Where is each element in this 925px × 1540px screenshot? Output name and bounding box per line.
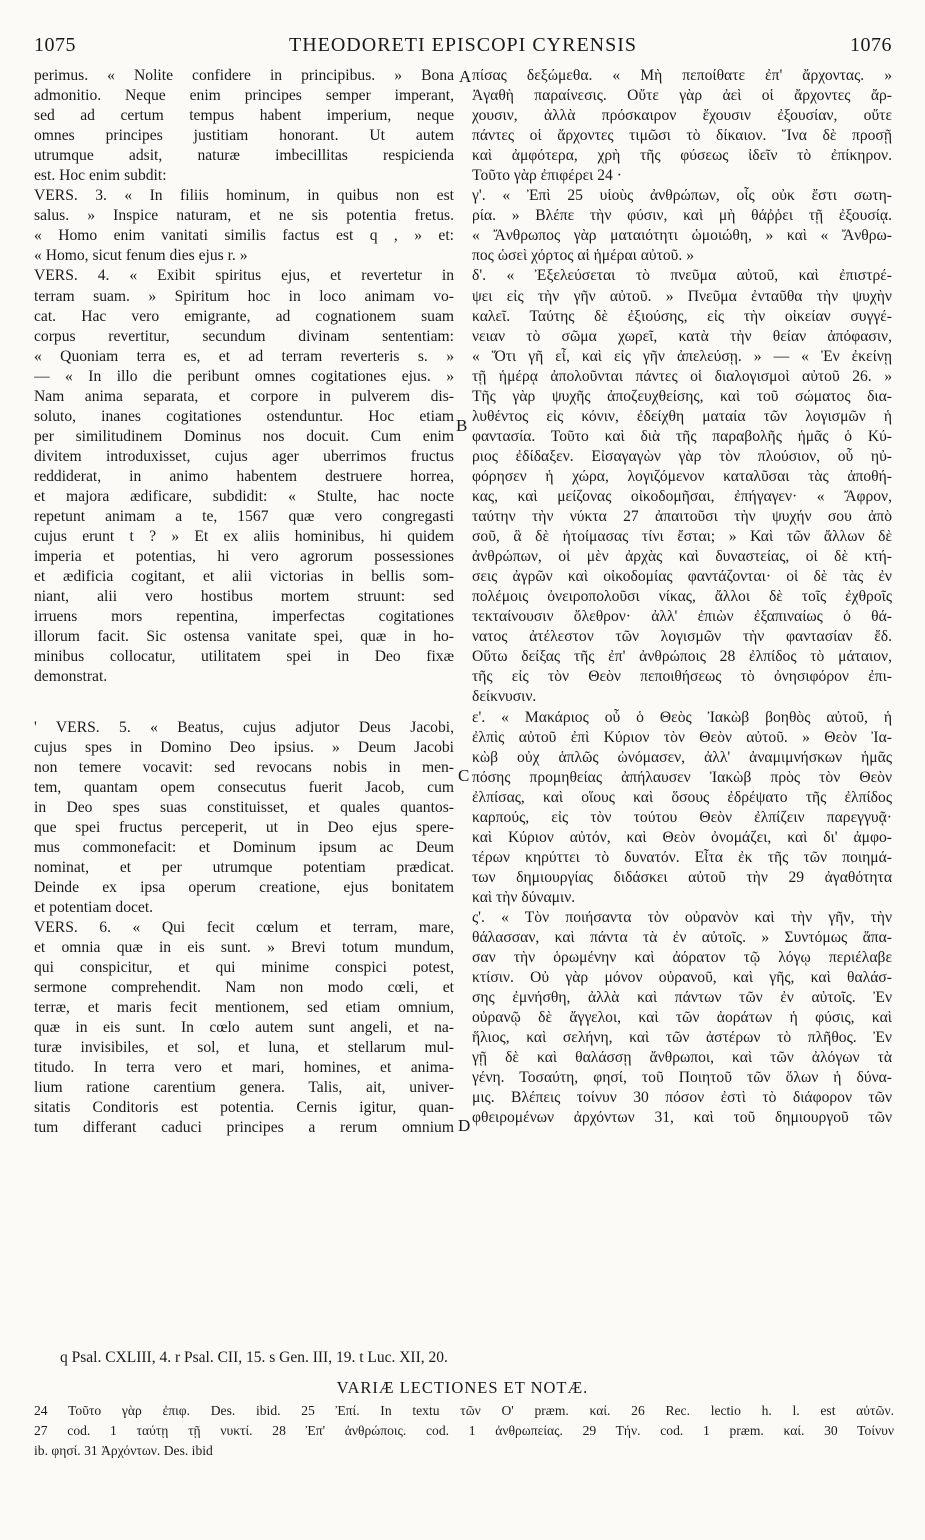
text-line: est. Hoc enim subdit: <box>34 167 167 185</box>
text-line: θάλασσαν, καὶ πάντα τὰ ἐν αὐτοῖς. » Συντόμως ἅπα- <box>472 929 892 947</box>
text-line: γῇ δὲ καὶ θαλάσσῃ ἄνθρωποι, καὶ τῶν ἀλόγων τὰ <box>472 1049 892 1067</box>
text-line: Ἀγαθὴ παραίνεσις. Οὔτε γὰρ ἀεὶ οἱ ἄρχοντες ἄρ- <box>472 87 892 105</box>
text-line: σεις ἀγρῶν καὶ οἰκοδομίας φαντάζονται· οἱ δὲ τὰς ἐν <box>472 568 892 586</box>
text-line: illorum facit. Sic ostensa vanitate spei, quæ in ho- <box>34 628 454 646</box>
text-line: salus. » Inspice naturam, et ne sis potentia fretus. <box>34 207 454 225</box>
text-line: titudo. In terra vero et mari, homines, et anima- <box>34 1059 454 1077</box>
text-line: 24 Τοῦτο γὰρ ἐπιφ. Des. ibid. 25 Ἐπί. In textu τῶν Ο' præm. καί. 26 Rec. lectio h. l. est αὐτῶν. <box>34 1403 894 1418</box>
text-line: soluto, inanes cogitationes ostenduntur. Hoc etiam <box>34 407 454 425</box>
text-line: γένη. Τοσαύτη, φησί, τοῦ Ποιητοῦ τῶν ὅλων ἡ δύνα- <box>472 1069 892 1087</box>
text-line: τῆς εἰς τὸν Θεὸν πεποιθήσεως τὸ ὀνησιφόρον ἐπι- <box>472 668 892 686</box>
text-line: Τοῦτο γὰρ ἐπιφέρει 24 · <box>472 167 622 185</box>
paragraph-gap <box>34 708 454 718</box>
text-line: φόρησεν ἡ χώρα, λογιζόμενον καταλῦσαι τὰς ἀποθή- <box>472 467 892 485</box>
text-line: ἥλιος, καὶ σελήνη, καὶ τῶν ἀστέρων τὸ πλῆθος. Ἐν <box>472 1029 892 1047</box>
text-line: — « In illo die peribunt omnes cogitationes ejus. » <box>34 367 454 385</box>
text-line: σης ἐμνήσθη, ἀλλὰ καὶ πάντων τῶν ἐν αὐτοῖς. Ἐν <box>472 989 892 1007</box>
text-line: « Ὅτι γῆ εἶ, καὶ εἰς γῆν ἀπελεύσῃ. » — « Ἐν ἐκείνῃ <box>472 347 892 365</box>
text-line: κὼβ οὐχ ἁπλῶς ὠνόμασεν, ἀλλ' ἀναμιμνήσκων ἡμᾶς <box>472 748 892 766</box>
text-line: ἀνθρώπων, οἱ μὲν ἀρχὰς καὶ δυναστείας, οἱ δὲ κτή- <box>472 548 892 566</box>
text-line: τεκταίνουσιν ὄλεθρον· ἀλλ' ἐπιὼν ἐξαπιναίως ὁ θά- <box>472 608 892 626</box>
text-line: νατος ἀτέλεστον τῶν λογισμῶν τὴν φαντασίαν ἔδ. <box>472 628 892 646</box>
text-line: admonitio. Neque enim principes semper imperant, <box>34 87 454 105</box>
greek-column <box>472 66 892 1128</box>
footnotes: q Psal. CXLIII, 4. r Psal. CII, 15. s Gen. III, 19. t Luc. XII, 20. <box>60 1349 448 1366</box>
paragraph-gap <box>34 687 454 707</box>
text-line: σοῦ, ἃ δὲ ἡτοίμασας τίνι ἔσται; » Καὶ τῶν ἄλλων δὲ <box>472 528 892 546</box>
text-line: et ædificia cogitant, et alii victorias in bellis som- <box>34 568 454 586</box>
text-line: λυθέντος εἰς κόνιν, ἐδείχθη ματαία τῶν λογισμῶν ἡ <box>472 407 892 425</box>
running-title: THEODORETI EPISCOPI CYRENSIS <box>288 34 638 56</box>
text-line: perimus. « Nolite confidere in principibus. » Bona <box>34 67 454 84</box>
text-line: turæ invisibiles, et sol, et luna, et stellarum mul- <box>34 1039 454 1057</box>
text-line: ριος ἐδίδαξεν. Εἰσαγαγὼν γὰρ τὸν πλούσιον, οὗ ηὐ- <box>472 447 892 465</box>
text-line: καὶ Κύριον αὐτόν, καὶ Θεὸν ὀνομάζει, καὶ δι' ἀμφο- <box>472 828 892 846</box>
text-line: terræ, et maris fecit mentionem, sed etiam omnium, <box>34 999 454 1017</box>
text-line: qui conspicitur, et qui minime conspici potest, <box>34 959 454 977</box>
text-line: cujus erunt t ? » Et ex aliis hominibus, hi quidem <box>34 528 454 546</box>
text-line: sitatis Conditoris est potentia. Cernis igitur, quan- <box>34 1099 454 1117</box>
text-line: Deinde ex ipsa operum creatione, ejus bonitatem <box>34 878 454 896</box>
text-line: VERS. 6. « Qui fecit cœlum et terram, mare, <box>34 918 454 936</box>
text-line: τῇ ἡμέρᾳ ἀπολοῦνται πάντες οἱ διαλογισμοὶ αὐτοῦ 26. » <box>472 367 892 385</box>
text-line: cujus spes in Domino Deo ipsius. » Deum Jacobi <box>34 738 454 756</box>
text-line: nominat, et per utrumque potentiam prædicat. <box>34 858 454 876</box>
varia-lectiones <box>34 1402 894 1462</box>
varia-title: VARIÆ LECTIONES ET NOTÆ. <box>336 1378 589 1397</box>
text-line: σαν τὴν ὁρωμένην καὶ ἀόρατον τῷ λόγῳ περιέλαβε <box>472 949 892 967</box>
text-line: repetunt animam a te, 1567 quæ vero congregasti <box>34 508 454 526</box>
text-line: que spei fructus perceperit, ut in Deo ejus spere- <box>34 818 454 836</box>
text-line: utrumque adsit, naturæ imbecillitas respicienda <box>34 147 454 165</box>
text-line: divitem introduxisset, cujus ager uberrimos fructus <box>34 447 454 465</box>
margin-marker-d: D <box>458 1116 471 1135</box>
text-line: non temere vocavit: sed revocans nobis in men- <box>34 758 454 776</box>
text-line: καρπούς, εἰς τὸν τούτου Θεὸν ἐλπίζειν παρεγγυᾷ· <box>472 808 892 826</box>
page-header <box>34 34 892 62</box>
page-number-right: 1076 <box>850 34 892 56</box>
text-line: « Ἄνθρωπος γὰρ ματαιότητι ὡμοιώθη, » καὶ « Ἄνθρω- <box>472 227 892 245</box>
text-line: πόσης προμηθείας ἀπήλαυσεν Ἰακὼβ πρὸς τὸν Θεὸν <box>472 768 892 786</box>
text-line: sed ad certum tempus habent imperium, neque <box>34 107 454 125</box>
text-line: omnes principes justitiam honorant. Ut autem <box>34 127 454 145</box>
text-line: per similitudinem Dominus nos docuit. Cum enim <box>34 427 454 445</box>
text-line: « Quoniam terra es, et ad terram reverteris s. » <box>34 347 454 365</box>
text-line: ' VERS. 5. « Beatus, cujus adjutor Deus Jacobi, <box>34 718 454 736</box>
latin-column <box>34 66 454 1138</box>
text-line: πος ὡσεὶ χόρτος αἱ ἡμέραι αὐτοῦ. » <box>472 247 694 265</box>
text-line: niant, alii vero hostibus mortem struunt: sed <box>34 588 454 606</box>
margin-marker-a: A <box>459 67 472 86</box>
text-line: Οὕτω δείξας τῆς ἐπ' ἀνθρώποις 28 ἐλπίδος τὸ μάταιον, <box>472 648 892 666</box>
text-line: corpus revertitur, secundum divinam sententiam: <box>34 327 454 345</box>
text-line: et omnia quæ in eis sunt. » Brevi totum mundum, <box>34 939 454 957</box>
text-line: ἐλπίσας, καὶ οἵους καὶ ὅσους ἐδρέψατο τῆς ἐλπίδος <box>472 788 892 806</box>
text-line: sermone comprehendit. Nam non modo cœli, et <box>34 979 454 997</box>
text-line: δείκνυσιν. <box>472 688 537 706</box>
text-line: ς'. « Τὸν ποιήσαντα τὸν οὐρανὸν καὶ τὴν γῆν, τὴν <box>472 908 892 926</box>
text-line: « Homo, sicut fenum dies ejus r. » <box>34 247 248 265</box>
text-line: γ'. « Ἐπὶ 25 υἱοὺς ἀνθρώπων, οἷς οὐκ ἔστι σωτη- <box>472 187 892 205</box>
text-line: Τῆς γὰρ ψυχῆς ἀποζευχθείσης, καὶ τοῦ σώματος δια- <box>472 387 892 405</box>
text-line: mus commonefacit: et Dominum ipsum ac Deum <box>34 838 454 856</box>
text-line: demonstrat. <box>34 668 108 686</box>
text-line: ἐλπὶς αὐτοῦ ἐπὶ Κύριον τὸν Θεὸν αὐτοῦ. » Θεὸν Ἰα- <box>472 728 892 746</box>
text-line: cat. Hac vero emigrante, ad cognationem suam <box>34 307 454 325</box>
text-line: imperia et potentias, hi vero agrorum possessiones <box>34 548 454 566</box>
text-line: « Homo enim vanitati similis factus est q , » et: <box>34 227 454 245</box>
text-line: τέρων κηρύττει τὸ δυνατόν. Εἶτα ἐκ τῆς τῶν ποιημά- <box>472 848 892 866</box>
text-line: 27 cod. 1 ταύτῃ τῇ νυκτί. 28 Ἐπ' ἀνθρώποις. cod. 1 ἀνθρωπείας. 29 Τήν. cod. 1 præm. καί. 30 Τοίνυν <box>34 1423 894 1439</box>
text-line: tum differant caduci principes a rerum omnium <box>34 1119 454 1137</box>
text-line: ρία. » Βλέπε τὴν φύσιν, καὶ μὴ θάῤῥει τῇ ἐξουσίᾳ. <box>472 207 892 225</box>
margin-marker-b: B <box>456 416 468 435</box>
page-number-left: 1075 <box>34 34 76 56</box>
text-line: χουσιν, ἀλλὰ πρόσκαιρον ἔχουσιν ἐξουσίαν, οὔτε <box>472 107 892 125</box>
text-line: μις. Βλέπεις τοίνυν 30 πόσον ἐστὶ τὸ διάφορον τῶν <box>472 1089 892 1107</box>
text-line: καλεῖ. Ταύτης δὲ ἐξιούσης, εἰς τὴν οἰκείαν συγγέ- <box>472 307 892 325</box>
margin-marker-c: C <box>458 766 470 785</box>
text-line: κτίσιν. Οὐ γὰρ μόνον οὐρανοῦ, καὶ γῆς, καὶ θαλάσ- <box>472 969 892 987</box>
text-line: reddiderat, in animo habentem destruere horrea, <box>34 467 454 485</box>
text-line: των δημιουργίας διδάσκει αὐτοῦ τὴν 29 ἀγαθότητα <box>472 868 892 886</box>
text-line: νειαν τὸ σῶμα χωρεῖ, κατὰ τὴν θείαν ἀπόφασιν, <box>472 327 892 345</box>
text-line: irruens mors repentina, imperfectas cogitationes <box>34 608 454 626</box>
text-line: et potentiam docet. <box>34 898 154 916</box>
text-line: ταύτην τὴν νύκτα 27 ἀπαιτοῦσι τὴν ψυχήν σου ἀπὸ <box>472 508 892 526</box>
text-line: Nam anima separata, et corpore in pulverem dis- <box>34 387 454 405</box>
text-line: ib. φησί. 31 Ἀρχόντων. Des. ibid <box>34 1443 213 1459</box>
text-line: minibus collocatur, utilitatem spei in Deo fixæ <box>34 648 454 666</box>
text-line: et majora ædificare, subdidit: « Stulte, hac nocte <box>34 487 454 505</box>
text-line: δ'. « Ἐξελεύσεται τὸ πνεῦμα αὐτοῦ, καὶ ἐπιστρέ- <box>472 267 892 285</box>
text-line: καὶ ἀμφότερα, χρὴ τῆς φύσεως ἰδεῖν τὸ ἐπίκηρον. <box>472 147 892 165</box>
text-line: καὶ τὴν δύναμιν. <box>472 888 576 906</box>
text-line: in Deo spes suas constituisset, et quales quantos- <box>34 798 454 816</box>
text-line: tem, quantam opem consecutus fuerit Jacob, cum <box>34 778 454 796</box>
text-line: VERS. 3. « In filiis hominum, in quibus non est <box>34 187 454 205</box>
text-line: lium ratione carentium genera. Talis, ait, univer- <box>34 1079 454 1097</box>
text-line: terram suam. » Spiritum hoc in loco animam vo- <box>34 287 454 305</box>
text-line: ε'. « Μακάριος οὗ ὁ Θεὸς Ἰακὼβ βοηθὸς αὐτοῦ, ἡ <box>472 708 892 726</box>
text-line: πάντες οἱ ἄρχοντες τιμῶσι τὸ δίκαιον. Ἵνα δὲ προσῇ <box>472 127 892 145</box>
text-line: quæ in eis sunt. In cœlo autem sunt angeli, et na- <box>34 1019 454 1037</box>
text-line: φαντασία. Τοῦτο καὶ διὰ τῆς παραβολῆς ἡμᾶς ὁ Κύ- <box>472 427 892 445</box>
text-line: κας, καὶ μείζονας οἰκοδομῆσαι, ἐπήγαγεν· « Ἄφρον, <box>472 487 892 505</box>
text-line: πίσας δεξώμεθα. « Μὴ πεποίθατε ἐπ' ἄρχοντας. » <box>472 67 892 84</box>
text-line: VERS. 4. « Exibit spiritus ejus, et revertetur in <box>34 267 454 285</box>
text-line: φθειρομένων ἀρχόντων 31, καὶ τοῦ δημιουργοῦ τῶν <box>472 1109 892 1127</box>
text-line: οὐρανῷ δὲ ἄγγελοι, καὶ τῶν ἀοράτων ἡ φύσις, καὶ <box>472 1009 892 1027</box>
text-line: πολέμοις ὀνειροπολοῦσι νίκας, ἄλλοι δὲ τοῖς ἐχθροῖς <box>472 588 892 606</box>
text-line: ψει εἰς τὴν γῆν αὐτοῦ. » Πνεῦμα ἐνταῦθα τὴν ψυχὴν <box>472 287 892 305</box>
